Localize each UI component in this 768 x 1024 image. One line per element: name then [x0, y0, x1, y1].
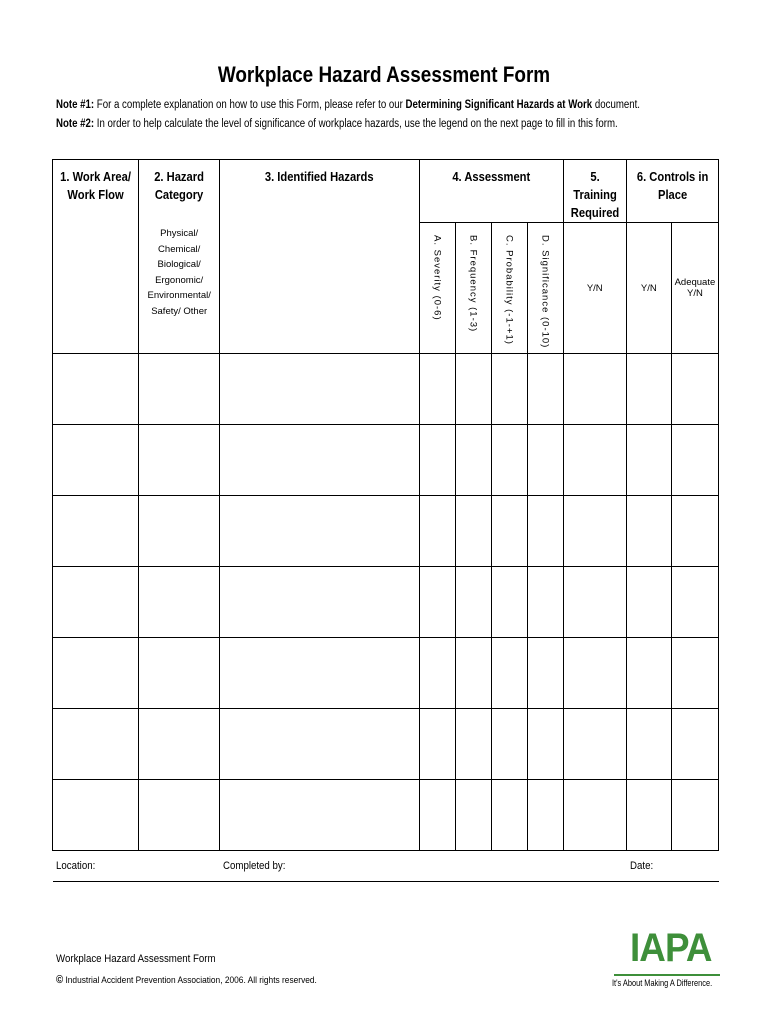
note-2	[56, 118, 618, 130]
entry-cell[interactable]	[53, 425, 139, 496]
footer-copyright	[56, 974, 317, 986]
entry-cell[interactable]	[220, 638, 419, 709]
table-row	[53, 567, 719, 638]
entry-cell[interactable]	[53, 567, 139, 638]
table-row	[53, 638, 719, 709]
entry-cell[interactable]	[626, 354, 671, 425]
header-severity: A. Severity (0-6)	[419, 223, 455, 354]
entry-cell[interactable]	[626, 567, 671, 638]
entry-cell[interactable]	[626, 425, 671, 496]
hazard-assessment-table	[52, 159, 719, 882]
table-row	[53, 709, 719, 780]
entry-cell[interactable]	[527, 709, 563, 780]
note-1-label: Note #1:	[56, 99, 95, 111]
entry-cell[interactable]	[671, 496, 718, 567]
note-1-text-end: document.	[594, 99, 640, 111]
page-title: Workplace Hazard Assessment Form	[217, 62, 551, 87]
entry-cell[interactable]	[455, 567, 491, 638]
header-identified-hazards: 3. Identified Hazards	[220, 160, 419, 354]
iapa-logo	[612, 926, 722, 996]
header-assessment: 4. Assessment	[419, 160, 563, 223]
entry-cell[interactable]	[671, 780, 718, 851]
entry-cell[interactable]	[527, 780, 563, 851]
entry-cell[interactable]	[671, 709, 718, 780]
entry-cell[interactable]	[139, 425, 220, 496]
date-field[interactable]: Date:	[626, 851, 718, 882]
entry-cell[interactable]	[455, 638, 491, 709]
entry-cell[interactable]	[491, 425, 527, 496]
entry-cell[interactable]	[491, 780, 527, 851]
entry-cell[interactable]	[139, 780, 220, 851]
hazard-category-options: Physical/ Chemical/ Biological/ Ergonomic/ Environmental/ Safety/ Other	[147, 228, 211, 317]
table-row	[53, 780, 719, 851]
entry-cell[interactable]	[53, 780, 139, 851]
entry-cell[interactable]	[563, 780, 626, 851]
header-training-required: 5. Training Required	[563, 160, 626, 223]
entry-cell[interactable]	[527, 638, 563, 709]
logo-tagline: It's About Making A Difference.	[612, 978, 713, 989]
table-row	[53, 425, 719, 496]
entry-cell[interactable]	[671, 354, 718, 425]
entry-cell[interactable]	[220, 496, 419, 567]
entry-cell[interactable]	[491, 496, 527, 567]
entry-cell[interactable]	[563, 709, 626, 780]
signature-row	[53, 851, 719, 882]
entry-cell[interactable]	[139, 709, 220, 780]
entry-cell[interactable]	[455, 709, 491, 780]
entry-cell[interactable]	[139, 638, 220, 709]
table-row	[53, 496, 719, 567]
entry-cell[interactable]	[53, 638, 139, 709]
entry-cell[interactable]	[626, 709, 671, 780]
entry-cell[interactable]	[455, 780, 491, 851]
entry-cell[interactable]	[491, 567, 527, 638]
entry-cell[interactable]	[419, 425, 455, 496]
copyright-symbol: ©	[56, 974, 64, 986]
entry-cell[interactable]	[139, 354, 220, 425]
entry-cell[interactable]	[527, 425, 563, 496]
entry-cell[interactable]	[139, 567, 220, 638]
entry-cell[interactable]	[491, 354, 527, 425]
header-controls-in-place: 6. Controls in Place	[626, 160, 718, 223]
entry-cell[interactable]	[563, 567, 626, 638]
completed-by-field[interactable]: Completed by:	[220, 851, 627, 882]
note-1-document-name: Determining Significant Hazards at Work	[405, 99, 593, 111]
entry-cell[interactable]	[419, 354, 455, 425]
header-controls-adequate: Adequate Y/N	[671, 223, 718, 354]
entry-cell[interactable]	[53, 354, 139, 425]
entry-cell[interactable]	[139, 496, 220, 567]
note-1	[56, 99, 640, 111]
header-controls-yn: Y/N	[626, 223, 671, 354]
entry-cell[interactable]	[671, 638, 718, 709]
header-significance: D. Significance (0-10)	[527, 223, 563, 354]
entry-cell[interactable]	[455, 354, 491, 425]
entry-cell[interactable]	[419, 638, 455, 709]
note-2-text: In order to help calculate the level of significance of workplace hazards, use the legend on the next page to fill in this form.	[96, 118, 618, 130]
entry-cell[interactable]	[491, 709, 527, 780]
location-field[interactable]: Location:	[53, 851, 220, 882]
note-2-label: Note #2:	[56, 118, 95, 130]
footer-form-name: Workplace Hazard Assessment Form	[56, 953, 216, 965]
header-training-yn: Y/N	[563, 223, 626, 354]
entry-cell[interactable]	[53, 709, 139, 780]
copyright-text: Industrial Accident Prevention Association, 2006. All rights reserved.	[65, 975, 317, 986]
entry-cell[interactable]	[671, 567, 718, 638]
header-frequency: B. Frequency (1-3)	[455, 223, 491, 354]
note-1-text: For a complete explanation on how to use this Form, please refer to our	[96, 99, 403, 111]
entry-cell[interactable]	[563, 425, 626, 496]
entry-cell[interactable]	[491, 638, 527, 709]
entry-cell[interactable]	[220, 780, 419, 851]
entry-cell[interactable]	[220, 425, 419, 496]
entry-cell[interactable]	[455, 425, 491, 496]
entry-cell[interactable]	[419, 709, 455, 780]
entry-cell[interactable]	[563, 354, 626, 425]
entry-cell[interactable]	[53, 496, 139, 567]
entry-cell[interactable]	[626, 496, 671, 567]
entry-cell[interactable]	[419, 567, 455, 638]
entry-cell[interactable]	[527, 496, 563, 567]
entry-cell[interactable]	[563, 638, 626, 709]
header-work-area: 1. Work Area/ Work Flow	[53, 160, 139, 354]
entry-cell[interactable]	[626, 780, 671, 851]
logo-name: IAPA	[630, 926, 712, 970]
header-probability: C. Probability (-1-+1)	[491, 223, 527, 354]
entry-cell[interactable]	[563, 496, 626, 567]
logo-underline	[614, 974, 720, 976]
entry-cell[interactable]	[527, 567, 563, 638]
entry-cell[interactable]	[527, 354, 563, 425]
entry-cell[interactable]	[455, 496, 491, 567]
table-row	[53, 354, 719, 425]
entry-cell[interactable]	[220, 354, 419, 425]
entry-cell[interactable]	[220, 709, 419, 780]
entry-cell[interactable]	[671, 425, 718, 496]
entry-cell[interactable]	[419, 496, 455, 567]
header-hazard-category: 2. Hazard Category Physical/ Chemical/ Biological/ Ergonomic/ Environmental/ Safety/ Other	[139, 160, 220, 354]
entry-cell[interactable]	[220, 567, 419, 638]
entry-cell[interactable]	[419, 780, 455, 851]
entry-cell[interactable]	[626, 638, 671, 709]
